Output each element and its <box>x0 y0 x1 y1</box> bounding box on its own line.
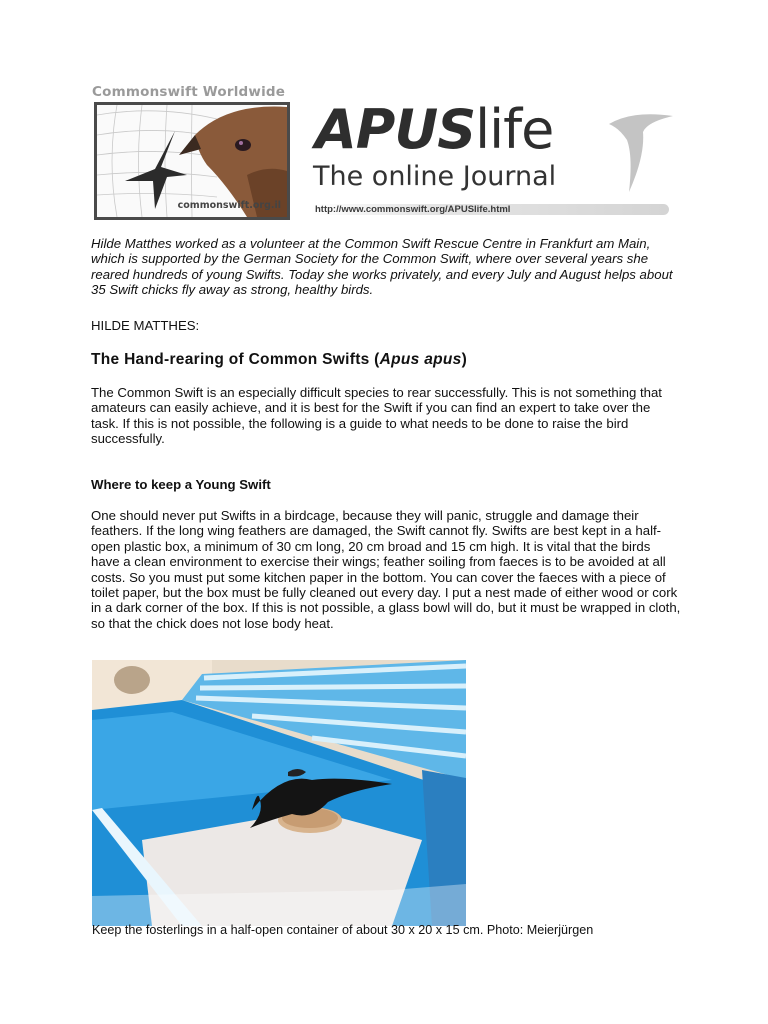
swift-silhouette-icon <box>603 106 675 194</box>
intro-paragraph <box>91 236 681 298</box>
commonswift-logo-url: commonswift.org.il <box>177 200 281 211</box>
paragraph-intro <box>91 385 681 447</box>
apuslife-wordmark <box>315 100 553 160</box>
swift-box-photo <box>92 660 466 926</box>
commonswift-logo <box>92 84 288 218</box>
apuslife-url: http://www.commonswift.org/APUSlife.html <box>315 204 511 215</box>
author-line: HILDE MATTHES: <box>91 318 200 333</box>
paragraph-housing-text: One should never put Swifts in a birdcage, because they will panic, struggle and damage their feathers. If the long wing feathers are damaged, the Swift cannot fly. Swifts are best kept in a half-open plastic box, a minimum of 30 cm long, 20 cm broad and 15 cm high. It is vital that the birds have a clean environment to exercise their wings; feather soiling from faeces is to be avoided at all costs. So you must put some kitchen paper in the bottom. You can cover the faeces with a piece of toilet paper, but the box must be fully cleaned out every day. I put a nest made of either wood or cork in a dark corner of the box. If this is not possible, a glass bowl will do, but it must be wrapped in cloth, so that the chick does not lose body heat. <box>91 508 681 631</box>
article-title <box>91 350 681 370</box>
commonswift-logo-image <box>94 102 290 220</box>
section-heading: Where to keep a Young Swift <box>91 477 271 492</box>
commonswift-logo-title: Commonswift Worldwide <box>92 84 286 100</box>
article-title-species: Apus apus <box>379 351 462 368</box>
paragraph-intro-text: The Common Swift is an especially difficult species to rear successfully. This is not something that amateurs can easily achieve, and it is best for the Swift if you can find an expert to take over the task. If this is not possible, the following is a guide to what needs to be done to raise the bird successfully. <box>91 385 662 447</box>
apuslife-brand-bold: APUS <box>315 98 476 161</box>
article-title-main: The Hand-rearing of Common Swifts ( <box>91 351 380 368</box>
swift-in-box-image <box>92 660 466 926</box>
photo-caption: Keep the fosterlings in a half-open container of about 30 x 20 x 15 cm. Photo: Meierjürgen <box>92 923 594 937</box>
apuslife-brand-light: life <box>475 98 554 161</box>
intro-text: Hilde Matthes worked as a volunteer at the Common Swift Rescue Centre in Frankfurt am Main, which is supported by the German Society for the Common Swift, where over several years she reared hundreds of young Swifts. Today she works privately, and every July and August helps about 35 Swift chicks fly away as strong, healthy birds. <box>91 236 673 298</box>
article-title-end: ) <box>461 351 468 368</box>
apuslife-subtitle: The online Journal <box>313 161 557 192</box>
apuslife-logo <box>305 100 677 220</box>
paragraph-housing <box>91 508 681 631</box>
